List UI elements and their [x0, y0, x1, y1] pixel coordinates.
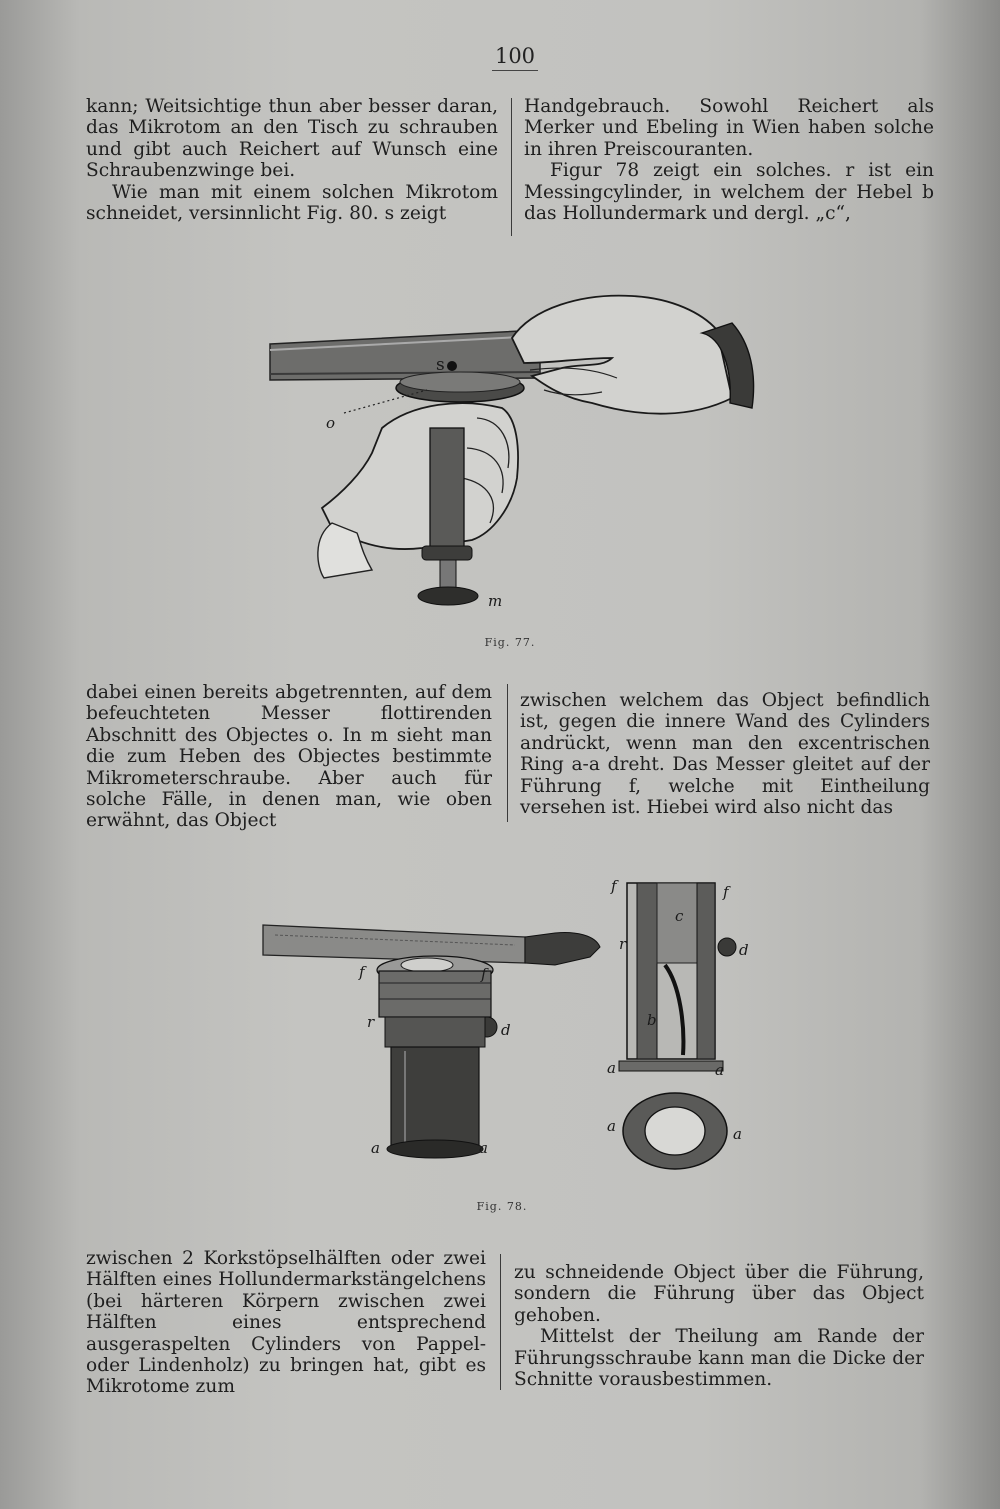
- text-column-middle-left: [86, 682, 492, 832]
- label-d-section: d: [739, 941, 749, 959]
- column-rule: [507, 684, 508, 822]
- paragraph: Figur 78 zeigt ein solches. r ist ein Messingcylinder, in welchem der Hebel b das Hollundermark und dergl. „c“,: [524, 160, 934, 225]
- paragraph: dabei einen bereits abgetrennten, auf dem befeuchteten Messer flottirenden Abschnitt des Objectes o. In m sieht man die zum Heben des Objectes bestimmte Mikrometerschraube. Aber auch für solche Fälle, in denen man, wie oben erwähnt, das Object: [86, 682, 492, 832]
- label-f-section-left: f: [611, 877, 617, 895]
- label-m: m: [488, 592, 503, 610]
- column-rule: [511, 98, 512, 236]
- figure-78-caption: Fig. 78.: [476, 1200, 528, 1213]
- label-a-ring-right: a: [733, 1125, 742, 1143]
- paragraph: kann; Weitsichtige thun aber besser daran, das Mikrotom an den Tisch zu schrauben und gibt auch Reichert auf Wunsch eine Schraubenzwinge bei.: [86, 96, 498, 182]
- label-s: s: [436, 355, 445, 375]
- column-rule: [500, 1254, 501, 1390]
- figure-77-illustration: [262, 278, 762, 628]
- figure-77-caption: Fig. 77.: [484, 636, 536, 649]
- knife-blade: [270, 330, 540, 380]
- paragraph: zu schneidende Object über die Führung, sondern die Führung über das Object gehoben.: [514, 1262, 924, 1326]
- paragraph: zwischen welchem das Object befindlich ist, gegen die innere Wand des Cylinders andrückt, wenn man den excentrischen Ring a-a dreht. Das Messer gleitet auf der Führung f, welche mit Eintheilung versehen ist. Hiebei wird also nicht das: [520, 690, 930, 819]
- label-a-section-right: a: [715, 1061, 724, 1079]
- figure-78-illustration: [255, 875, 775, 1175]
- text-column-bottom-left: [86, 1248, 486, 1398]
- paragraph: zwischen 2 Korkstöpselhälften oder zwei Hälften eines Hollundermarkstängelchens (bei härteren Körpern zwischen zwei Hälften eines entsprechend ausgeraspelten Cylinders von Pappel- oder Lindenholz) zu bringen hat, gibt es Mikrotome zum: [86, 1248, 486, 1398]
- label-r-section: r: [619, 935, 627, 953]
- label-d: d: [501, 1021, 511, 1039]
- text-column-top-right: [524, 96, 934, 224]
- label-r: r: [367, 1013, 375, 1031]
- label-a-section-left: a: [607, 1059, 616, 1077]
- label-o: o: [326, 414, 336, 432]
- label-a-right: a: [479, 1139, 488, 1157]
- microtome-assembled: [263, 925, 600, 1158]
- label-c: c: [675, 907, 684, 925]
- label-a-ring-left: a: [607, 1117, 616, 1135]
- paragraph: Wie man mit einem solchen Mikrotom schneidet, versinnlicht Fig. 80. s zeigt: [86, 181, 498, 225]
- text-column-bottom-right: [514, 1262, 924, 1390]
- label-f-section-right: f: [723, 883, 729, 901]
- text-column-top-left: [86, 96, 498, 224]
- left-hand: [318, 403, 518, 578]
- label-a-left: a: [371, 1139, 380, 1157]
- paragraph: Handgebrauch. Sowohl Reichert als Merker und Ebeling in Wien haben solche in ihren Preiscouranten.: [524, 96, 934, 160]
- text-column-middle-right: [520, 690, 930, 818]
- page-number: 100: [492, 44, 538, 71]
- right-hand: [512, 296, 754, 414]
- object-marker: [447, 361, 457, 371]
- label-f-right: f: [481, 965, 487, 983]
- label-b: b: [647, 1011, 657, 1029]
- eccentric-ring: [623, 1093, 727, 1169]
- label-f-left: f: [359, 963, 365, 981]
- paragraph: Mittelst der Theilung am Rande der Führungsschraube kann man die Dicke der Schnitte vorausbestimmen.: [514, 1326, 924, 1391]
